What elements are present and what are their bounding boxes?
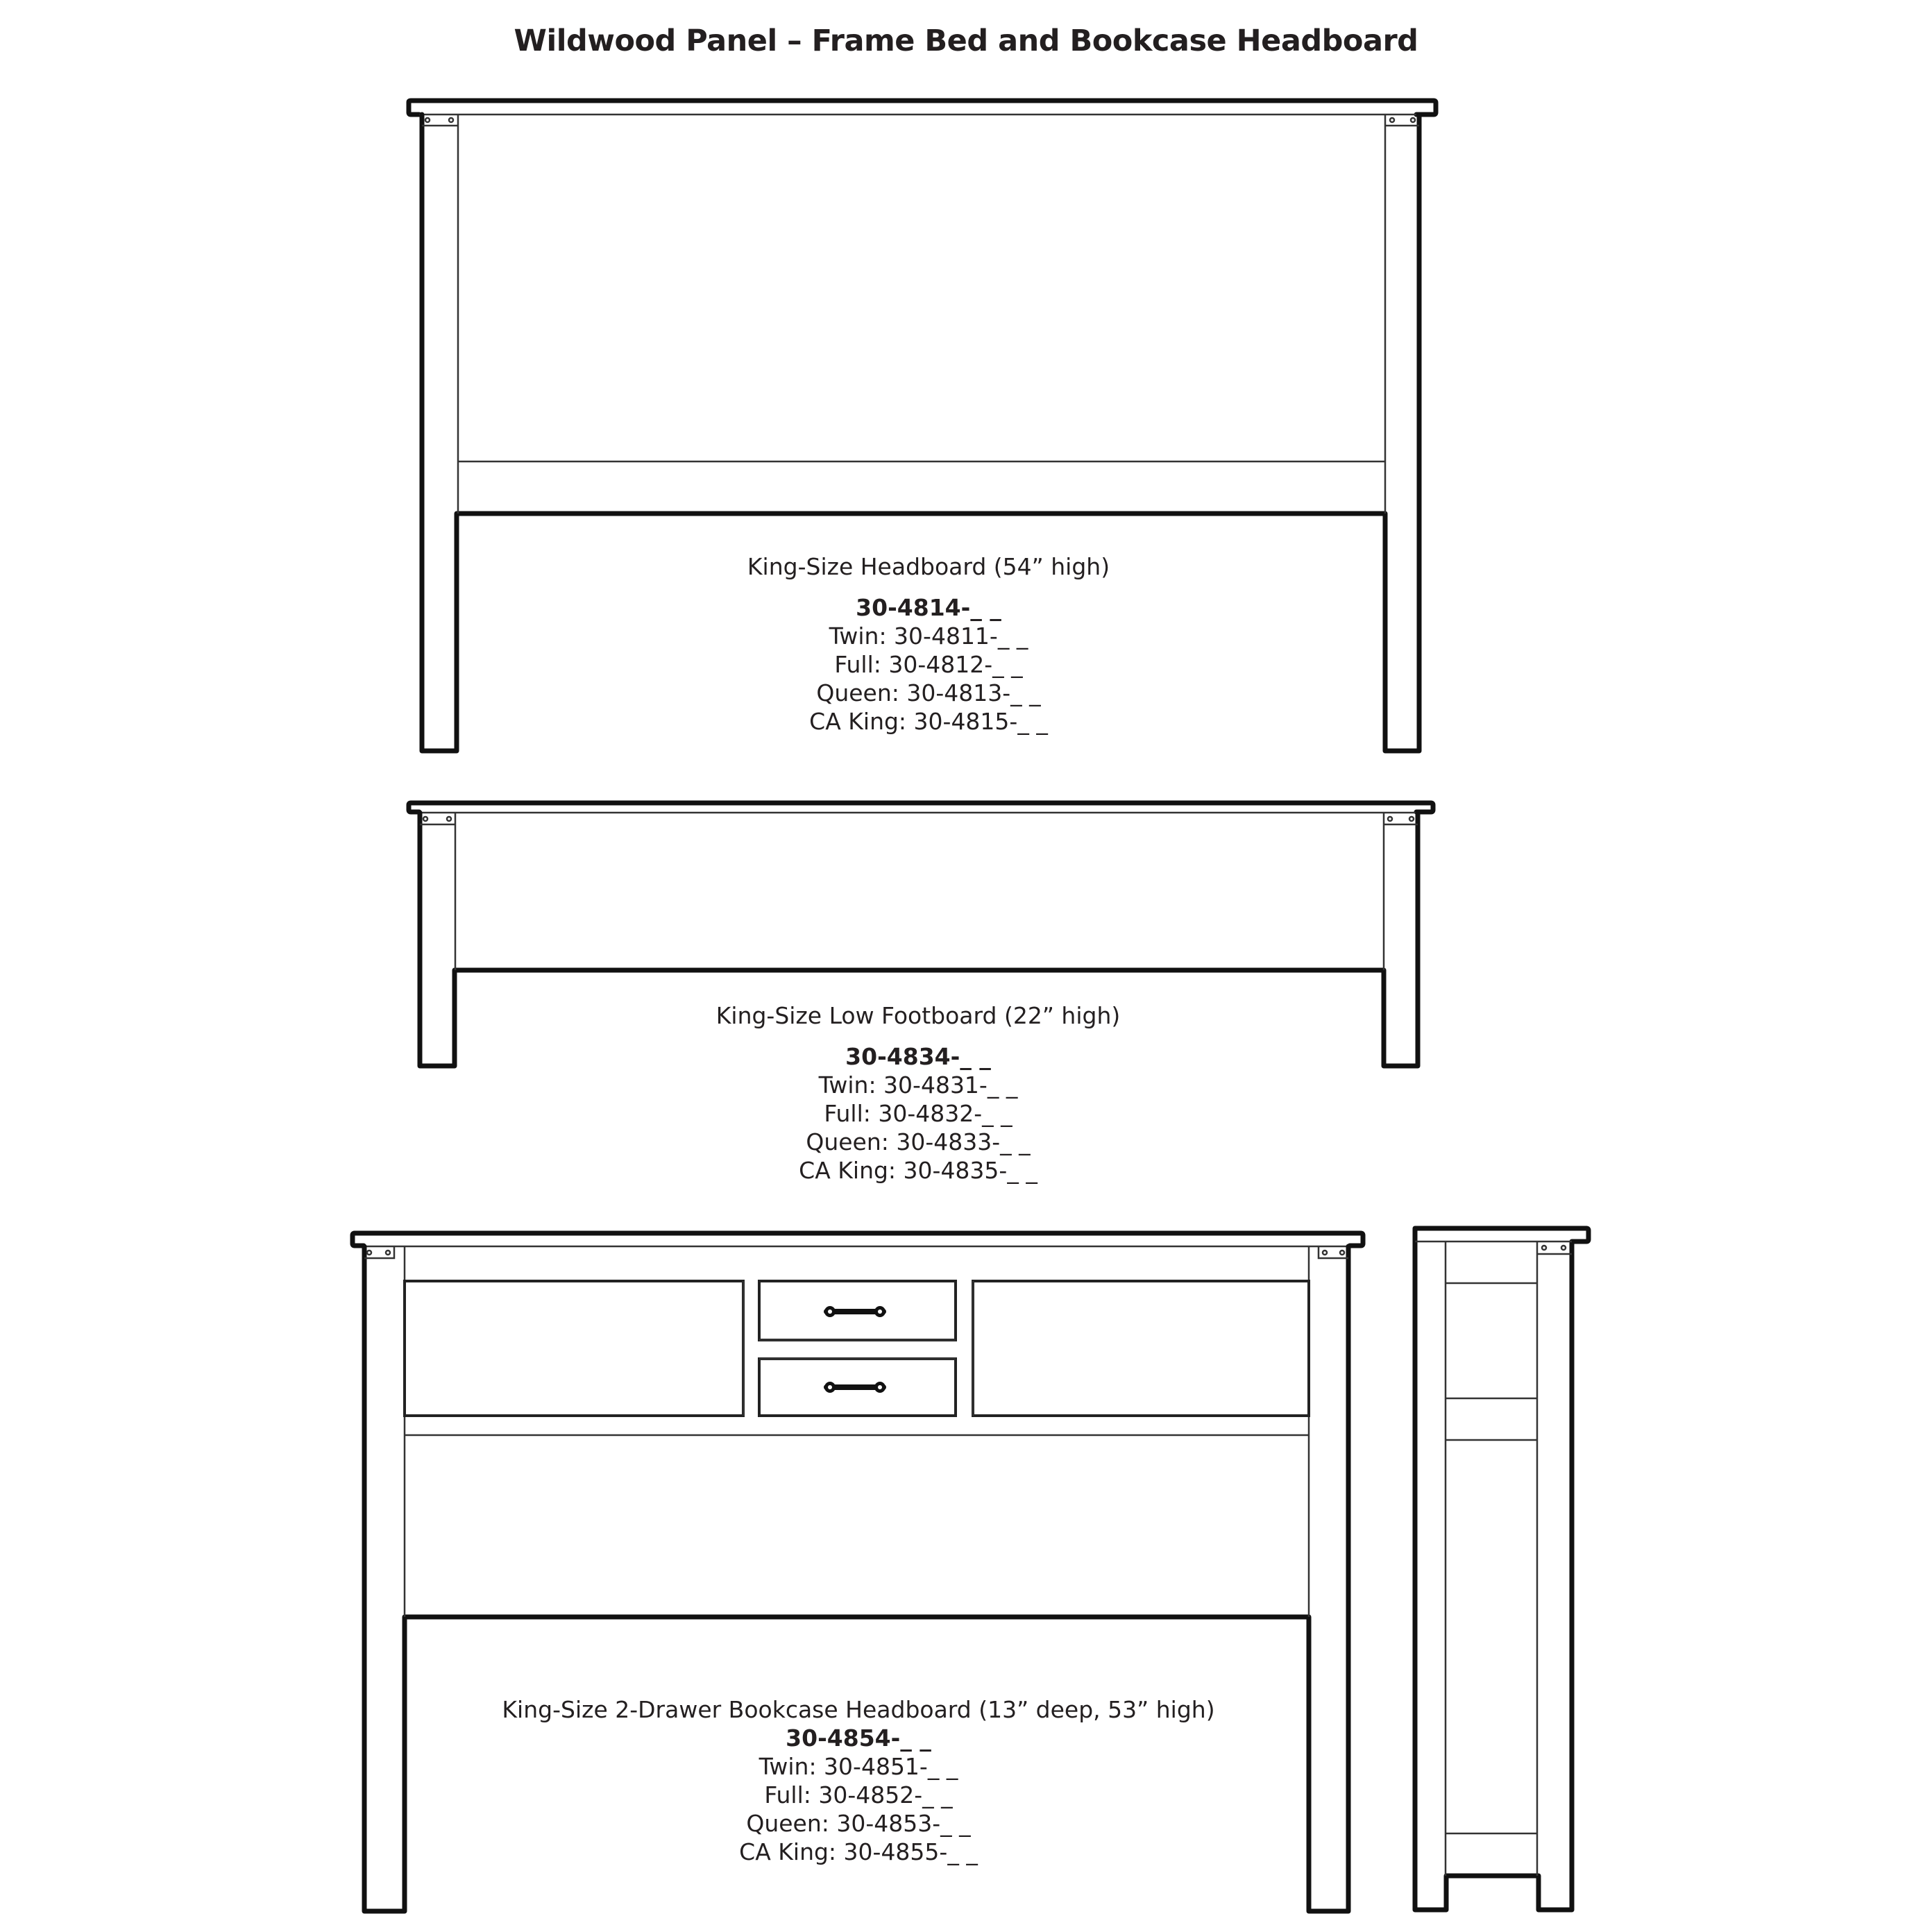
king-part-number: 30-4854-_ _ [786, 1725, 931, 1752]
variant-twin: Twin: 30-4851-_ _ [759, 1753, 958, 1780]
screw-icon [1390, 118, 1394, 122]
footboard-caption [716, 1001, 1120, 1185]
drawer-pull-icon [824, 1382, 886, 1393]
bookcase-side-outline [1415, 1228, 1588, 1910]
variant-full: Full: 30-4812-_ _ [834, 651, 1023, 678]
variant-queen: Queen: 30-4813-_ _ [816, 679, 1041, 706]
drawer-pull-icon [824, 1306, 886, 1317]
page-title: Wildwood Panel – Frame Bed and Bookcase Headboard [514, 24, 1418, 58]
screw-icon [1411, 118, 1415, 122]
product-label: King-Size Headboard (54” high) [747, 553, 1110, 580]
variant-full: Full: 30-4832-_ _ [824, 1100, 1012, 1127]
variant-ca-king: CA King: 30-4815-_ _ [809, 708, 1048, 735]
left-cubby [405, 1281, 743, 1416]
screw-icon [449, 118, 453, 122]
bookcase-top-cap [353, 1233, 1363, 1246]
bookcase-caption [502, 1695, 1214, 1866]
variant-queen: Queen: 30-4833-_ _ [806, 1128, 1031, 1155]
right-cubby [973, 1281, 1309, 1416]
headboard-top-cap [409, 101, 1436, 115]
variant-full: Full: 30-4852-_ _ [764, 1781, 953, 1808]
variant-ca-king: CA King: 30-4855-_ _ [739, 1838, 978, 1865]
screw-icon [425, 118, 430, 122]
variant-ca-king: CA King: 30-4835-_ _ [799, 1157, 1037, 1184]
footboard-top-cap [409, 803, 1433, 812]
headboard-caption [747, 552, 1110, 736]
variant-twin: Twin: 30-4831-_ _ [818, 1071, 1018, 1099]
variant-twin: Twin: 30-4811-_ _ [829, 622, 1028, 650]
bookcase-side-drawing [1415, 1228, 1588, 1910]
variant-queen: Queen: 30-4853-_ _ [746, 1810, 971, 1837]
product-label: King-Size 2-Drawer Bookcase Headboard (13” deep, 53” high) [502, 1696, 1215, 1723]
king-part-number: 30-4814-_ _ [856, 594, 1001, 621]
product-label: King-Size Low Footboard (22” high) [715, 1002, 1121, 1029]
king-part-number: 30-4834-_ _ [845, 1043, 991, 1070]
